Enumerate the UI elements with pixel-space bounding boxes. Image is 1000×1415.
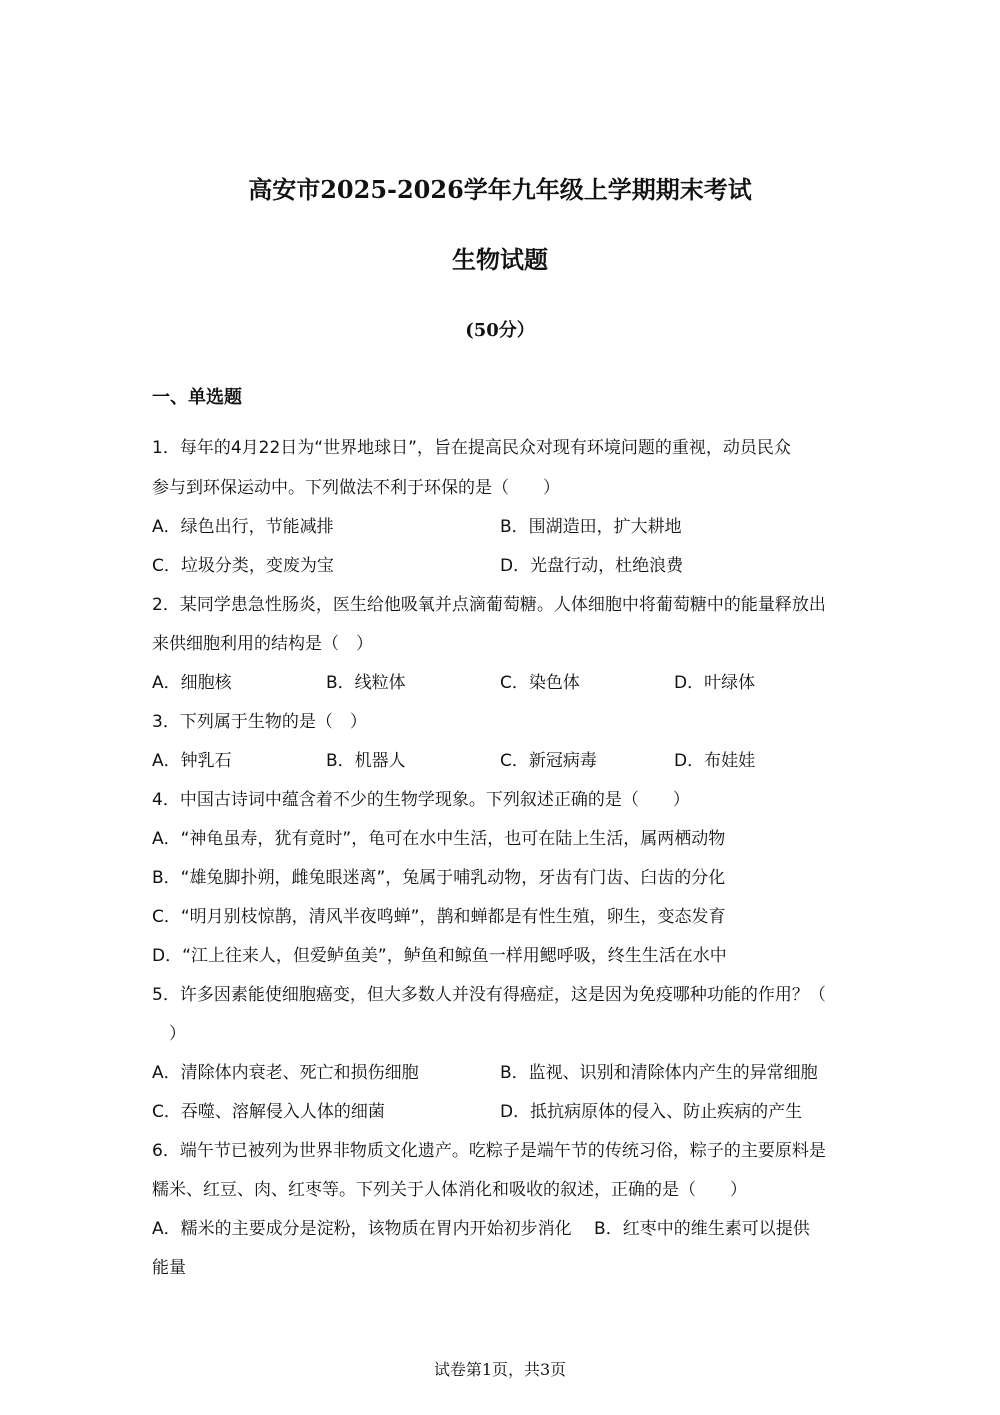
- question-2-option-a: A．细胞核: [152, 673, 232, 693]
- question-5-option-b: B．监视、识别和清除体内产生的异常细胞: [500, 1063, 818, 1083]
- section-title: 一、单选题: [152, 387, 242, 408]
- question-4-option-a: A．“神龟虽寿，犹有竟时”，龟可在水中生活，也可在陆上生活，属两栖动物: [152, 829, 726, 849]
- question-6-line-3: A．糯米的主要成分是淀粉，该物质在胃内开始初步消化 B．红枣中的维生素可以提供: [152, 1219, 810, 1239]
- question-6-line-2: 糯米、红豆、肉、红枣等。下列关于人体消化和吸收的叙述，正确的是（ ）: [152, 1180, 747, 1200]
- question-1-option-a: A．绿色出行，节能减排: [152, 517, 334, 537]
- question-1-line-1: 1．每年的4月22日为“世界地球日”，旨在提高民众对现有环境问题的重视，动员民众: [152, 438, 791, 458]
- question-5-line-1: 5．许多因素能使细胞癌变，但大多数人并没有得癌症，这是因为免疫哪种功能的作用？（: [152, 985, 826, 1005]
- page-footer: 试卷第1页，共3页: [433, 1360, 567, 1379]
- question-4-line-1: 4．中国古诗词中蕴含着不少的生物学现象。下列叙述正确的是（ ）: [152, 790, 690, 810]
- question-5-option-d: D．抵抗病原体的侵入、防止疾病的产生: [500, 1102, 803, 1122]
- question-6-line-4: 能量: [152, 1258, 186, 1278]
- question-2-line-2: 来供细胞利用的结构是（ ）: [152, 634, 373, 654]
- question-6-line-1: 6．端午节已被列为世界非物质文化遗产。吃粽子是端午节的传统习俗，粽子的主要原料是: [152, 1141, 826, 1161]
- question-2-line-1: 2．某同学患急性肠炎，医生给他吸氧并点滴葡萄糖。人体细胞中将葡萄糖中的能量释放出: [152, 595, 826, 615]
- question-1-line-2: 参与到环保运动中。下列做法不利于环保的是（ ）: [152, 478, 560, 498]
- question-2-option-b: B．线粒体: [326, 673, 406, 693]
- question-3-line-1: 3．下列属于生物的是（ ）: [152, 712, 367, 732]
- question-3-option-d: D．布娃娃: [674, 751, 756, 771]
- question-2-option-d: D．叶绿体: [674, 673, 756, 693]
- question-3-option-c: C．新冠病毒: [500, 751, 597, 771]
- total-score: (50分）: [465, 320, 535, 341]
- exam-subtitle: 生物试题: [452, 245, 548, 274]
- question-4-option-c: C．“明月别枝惊鹊，清风半夜鸣蝉”，鹊和蝉都是有性生殖，卵生，变态发育: [152, 907, 726, 927]
- question-5-line-2: ）: [152, 1024, 186, 1044]
- question-1-option-d: D．光盘行动，杜绝浪费: [500, 556, 684, 576]
- question-3-option-b: B．机器人: [326, 751, 406, 771]
- exam-title: 高安市2025-2026学年九年级上学期期末考试: [248, 175, 752, 204]
- question-3-option-a: A．钟乳石: [152, 751, 232, 771]
- question-5-option-a: A．清除体内衰老、死亡和损伤细胞: [152, 1063, 419, 1083]
- question-4-option-b: B．“雄兔脚扑朔，雌兔眼迷离”，兔属于哺乳动物，牙齿有门齿、臼齿的分化: [152, 868, 726, 888]
- question-4-option-d: D．“江上往来人，但爱鲈鱼美”，鲈鱼和鲸鱼一样用鳃呼吸，终生生活在水中: [152, 946, 727, 966]
- question-1-option-b: B．围湖造田，扩大耕地: [500, 517, 682, 537]
- question-2-option-c: C．染色体: [500, 673, 580, 693]
- question-5-option-c: C．吞噬、溶解侵入人体的细菌: [152, 1102, 385, 1122]
- question-1-option-c: C．垃圾分类，变废为宝: [152, 556, 334, 576]
